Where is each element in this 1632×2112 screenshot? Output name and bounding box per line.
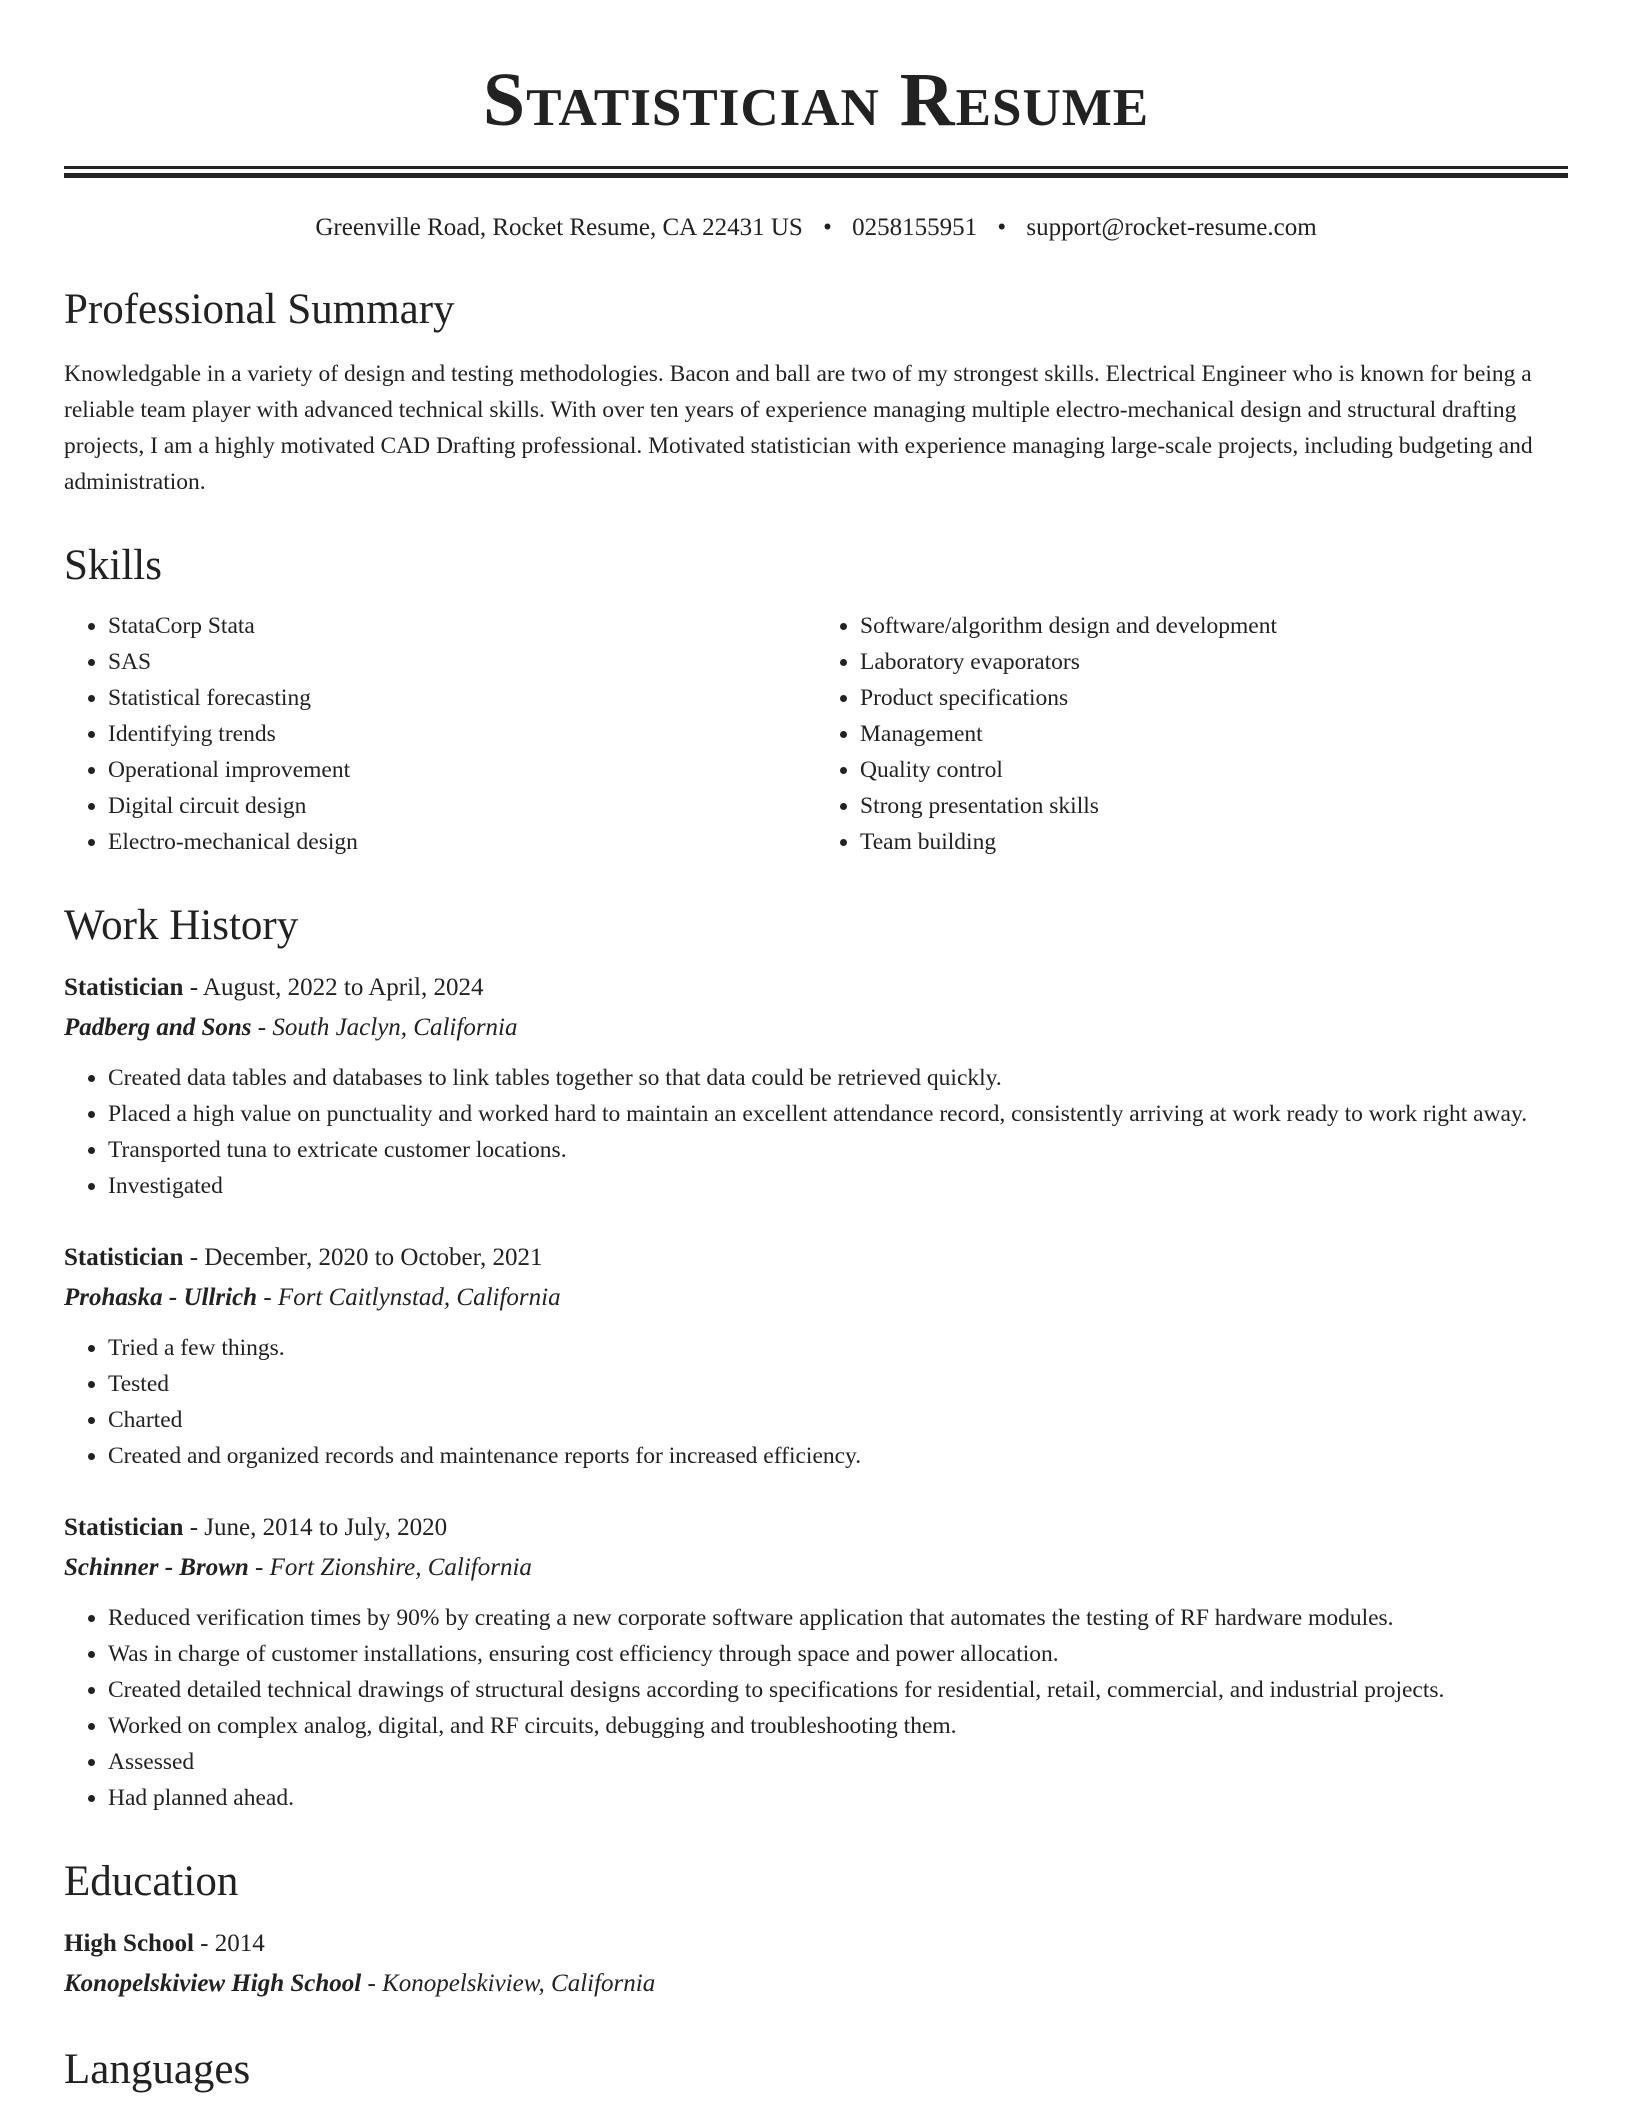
skill-item: • Identifying trends [108,716,816,752]
job-company-line [64,1548,1568,1588]
summary-heading: Professional Summary [64,286,455,333]
job-bullet: • Investigated [108,1168,1568,1204]
job-bullets [64,1060,1568,1204]
education-school-line [64,1964,1568,2004]
job-bullet: • Created and organized records and maintenance reports for increased efficiency. [108,1438,1568,1474]
languages-heading: Languages [64,2046,251,2093]
job-bullet: • Charted [108,1402,1568,1438]
job-title: Statistician [64,1514,184,1541]
job-dates: - December, 2020 to October, 2021 [189,1244,543,1271]
education-degree: High School [64,1930,194,1957]
education-school: Konopelskiview High School [64,1970,362,1997]
skill-item: • SAS [108,644,816,680]
job-entry [64,1508,1568,1816]
job-bullet: • Placed a high value on punctuality and worked hard to maintain an excellent attendance record, consistently arriving at work ready to work right away. [108,1096,1568,1132]
contact-phone: 0258155951 [852,214,978,241]
job-bullets [64,1330,1568,1474]
contact-email: support@rocket-resume.com [1026,214,1317,241]
job-location: - Fort Zionshire, California [255,1554,532,1581]
job-location: - South Jaclyn, California [257,1014,518,1041]
skills-column-right [816,608,1568,860]
job-title-line [64,1238,1568,1278]
skill-item: • Management [860,716,1568,752]
skill-item: • Electro-mechanical design [108,824,816,860]
job-bullet: • Was in charge of customer installations, ensuring cost efficiency through space and power allocation. [108,1636,1568,1672]
job-bullet: • Created data tables and databases to link tables together so that data could be retrieved quickly. [108,1060,1568,1096]
job-bullet: • Created detailed technical drawings of structural designs according to specifications for residential, retail, commercial, and industrial projects. [108,1672,1568,1708]
contact-line [64,212,1568,244]
resume-title: Statistician Resume [482,58,1150,142]
skills-heading: Skills [64,542,162,589]
job-bullet: • Transported tuna to extricate customer locations. [108,1132,1568,1168]
education-heading: Education [64,1858,239,1905]
title-divider [64,166,1568,178]
skills-list [64,608,1568,860]
job-bullet: • Tried a few things. [108,1330,1568,1366]
job-dates: - June, 2014 to July, 2020 [189,1514,448,1541]
skill-item: • Operational improvement [108,752,816,788]
job-company: Prohaska - Ullrich [64,1284,258,1311]
job-bullets [64,1600,1568,1816]
job-title-line [64,1508,1568,1548]
job-location: - Fort Caitlynstad, California [263,1284,561,1311]
job-bullet: • Had planned ahead. [108,1780,1568,1816]
skill-item: • Digital circuit design [108,788,816,824]
job-company-line [64,1008,1568,1048]
job-company: Padberg and Sons [64,1014,252,1041]
skill-item: • Laboratory evaporators [860,644,1568,680]
skill-item: • Product specifications [860,680,1568,716]
job-company-line [64,1278,1568,1318]
job-title-line [64,968,1568,1008]
skill-item: • Quality control [860,752,1568,788]
job-bullet: • Reduced verification times by 90% by creating a new corporate software application that automates the testing of RF hardware modules. [108,1600,1568,1636]
job-company: Schinner - Brown [64,1554,249,1581]
job-title: Statistician [64,1244,184,1271]
job-bullet: • Tested [108,1366,1568,1402]
job-bullet: • Assessed [108,1744,1568,1780]
summary-text: Knowledgable in a variety of design and testing methodologies. Bacon and ball are two of my strongest skills. Electrical Engineer who is known for being a reliable team player with advanced technical skills. With over ten years of experience managing multiple electro-mechanical design and structural drafting projects, I am a highly motivated CAD Drafting professional. Motivated statistician with experience managing large-scale projects, including budgeting and administration. [64,361,1533,495]
job-entry [64,968,1568,1204]
skills-column-left [64,608,816,860]
skill-item: • Statistical forecasting [108,680,816,716]
work-history-heading: Work History [64,902,299,949]
job-dates: - August, 2022 to April, 2024 [189,974,484,1001]
skill-item: • Team building [860,824,1568,860]
contact-separator: • [997,214,1007,241]
education-degree-line [64,1924,1568,1964]
job-bullet: • Worked on complex analog, digital, and RF circuits, debugging and troubleshooting them. [108,1708,1568,1744]
skill-item: • Strong presentation skills [860,788,1568,824]
job-title: Statistician [64,974,184,1001]
education-location: - Konopelskiview, California [367,1970,656,1997]
contact-address: Greenville Road, Rocket Resume, CA 22431 US [315,214,803,241]
job-entry [64,1238,1568,1474]
skill-item: • StataCorp Stata [108,608,816,644]
skill-item: • Software/algorithm design and development [860,608,1568,644]
contact-separator: • [823,214,832,241]
education-year: - 2014 [200,1930,265,1957]
